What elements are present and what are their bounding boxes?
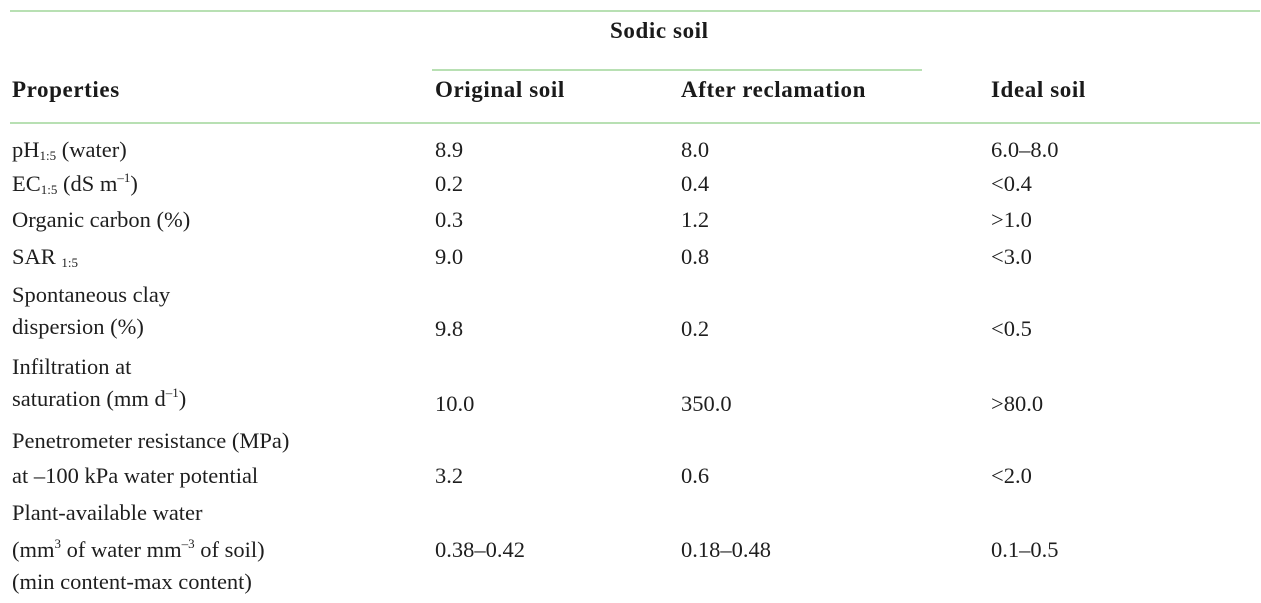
row-infiltration-after: 350.0 [681,391,732,416]
row-plant-available-water-ideal: 0.1–0.5 [991,537,1059,562]
row-organic-carbon-property: Organic carbon (%) [12,207,191,232]
row-penetrometer-after: 0.6 [681,463,710,488]
row-plant-available-water-property: Plant-available water ($mm^3$ of water $mm^{-3}$ of soil) (min content-max content) [12,500,265,594]
row-organic-carbon-original: 0.3 [435,207,464,232]
row-infiltration-property: Infiltration at saturation (mm $d^{-1}$) [12,354,187,411]
row-sar-original: 9.0 [435,244,464,269]
table-top-rule [10,10,1260,12]
row-clay-dispersion-after: 0.2 [681,316,710,341]
row-infiltration-ideal: >80.0 [991,391,1044,416]
row-organic-carbon-ideal: >1.0 [991,207,1032,232]
row-infiltration-original: 10.0 [435,391,475,416]
header-rule [10,122,1260,124]
group-header-rule [432,69,922,71]
group-header-sodic-soil: Sodic soil [610,18,709,43]
row-plant-available-water-after: 0.18–0.48 [681,537,771,562]
row-penetrometer-original: 3.2 [435,463,464,488]
row-organic-carbon-after: 1.2 [681,207,710,232]
column-header-original-soil: Original soil [435,77,565,102]
row-penetrometer-property: Penetrometer resistance (MPa) at –100 kPa water potential [12,428,290,488]
row-ph-ideal: 6.0–8.0 [991,137,1059,162]
row-ec-after: 0.4 [681,171,710,196]
row-clay-dispersion-original: 9.8 [435,316,464,341]
row-clay-dispersion-ideal: <0.5 [991,316,1032,341]
row-sar-ideal: <3.0 [991,244,1032,269]
row-sar-after: 0.8 [681,244,710,269]
row-ph-property: $pH_{1:5}$ (water) [12,137,127,163]
column-header-ideal-soil: Ideal soil [991,77,1086,102]
row-ec-original: 0.2 [435,171,464,196]
row-clay-dispersion-property: Spontaneous clay dispersion (%) [12,282,171,339]
row-penetrometer-ideal: <2.0 [991,463,1032,488]
column-header-after-reclamation: After reclamation [681,77,866,102]
column-header-properties: Properties [12,77,120,102]
row-sar-property: SAR $_{1:5}$ [12,244,79,270]
row-ph-after: 8.0 [681,137,710,162]
row-plant-available-water-original: 0.38–0.42 [435,537,525,562]
row-ec-property: $EC_{1:5}$ (dS $m^{-1}$) [12,170,138,197]
row-ec-ideal: <0.4 [991,171,1032,196]
row-ph-original: 8.9 [435,137,464,162]
